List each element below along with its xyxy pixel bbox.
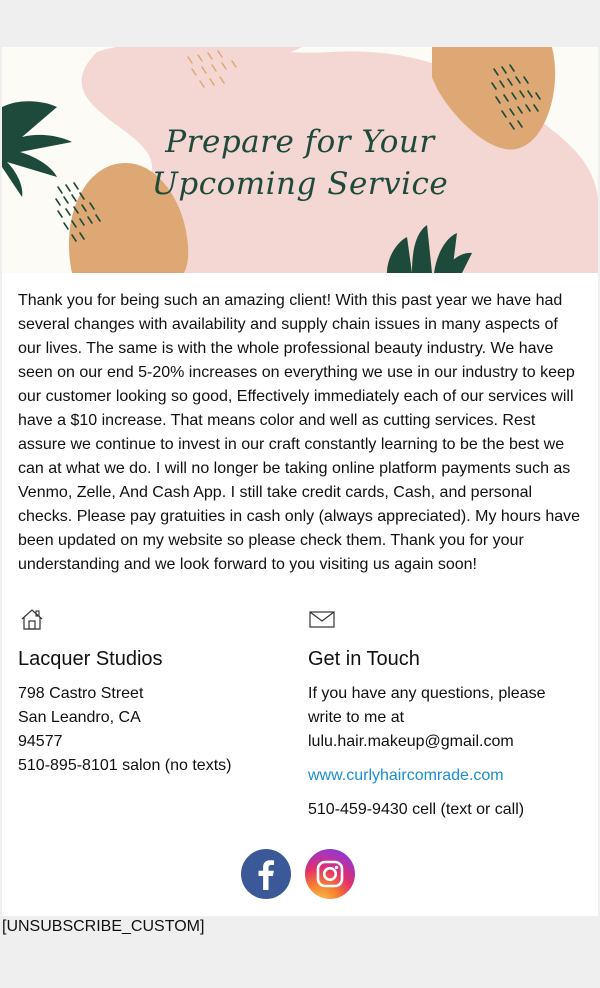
- contact-line1: If you have any questions, please: [308, 685, 546, 702]
- facebook-icon[interactable]: [241, 849, 291, 899]
- envelope-icon: [308, 607, 336, 631]
- website-link[interactable]: www.curlyhaircomrade.com: [308, 767, 504, 784]
- studio-zip: 94577: [18, 733, 63, 750]
- hero-banner: [2, 47, 598, 273]
- contact-line2: write to me at: [308, 709, 405, 726]
- studio-street: 798 Castro Street: [18, 685, 144, 702]
- hero-title-line1: Prepare for Your: [165, 124, 435, 160]
- hero-title-line2: Upcoming Service: [151, 166, 449, 202]
- studio-phone: 510-895-8101 salon (no texts): [18, 757, 232, 774]
- studio-title: Lacquer Studios: [18, 648, 163, 670]
- message-body: Thank you for being such an amazing client! With this past year we have had several changes with availability and supply chain issues in many aspects of our lives. The same is with the whole professional beauty industry. We have seen on our end 5-20% increases on everything we use in our industry to keep our customer looking so good, Effectively immediately each of our services will have a $10 increase. That means color and well as cutting services. Rest assure we continue to invest in our craft constantly learning to be the best we can at what we do. I will no longer be taking online platform payments such as Venmo, Zelle, And Cash App. I still take credit cards, Cash, and personal checks. Please pay gratuities in cash only (always appreciated). My hours have been updated on my website so please check them. Thank you for your understanding and we look forward to you visiting us again soon!: [18, 292, 581, 573]
- contact-title: Get in Touch: [308, 648, 420, 670]
- hero-title: [2, 121, 598, 205]
- instagram-icon[interactable]: [305, 849, 355, 899]
- unsubscribe-placeholder[interactable]: [UNSUBSCRIBE_CUSTOM]: [2, 918, 205, 935]
- contact-info: [308, 607, 578, 818]
- contact-phone: 510-459-9430 cell (text or call): [308, 801, 525, 818]
- studio-city: San Leandro, CA: [18, 709, 141, 726]
- email-card: [2, 47, 598, 916]
- home-icon: [18, 607, 46, 631]
- social-links: [241, 849, 361, 901]
- studio-info: [18, 607, 288, 774]
- contact-email: lulu.hair.makeup@gmail.com: [308, 733, 514, 750]
